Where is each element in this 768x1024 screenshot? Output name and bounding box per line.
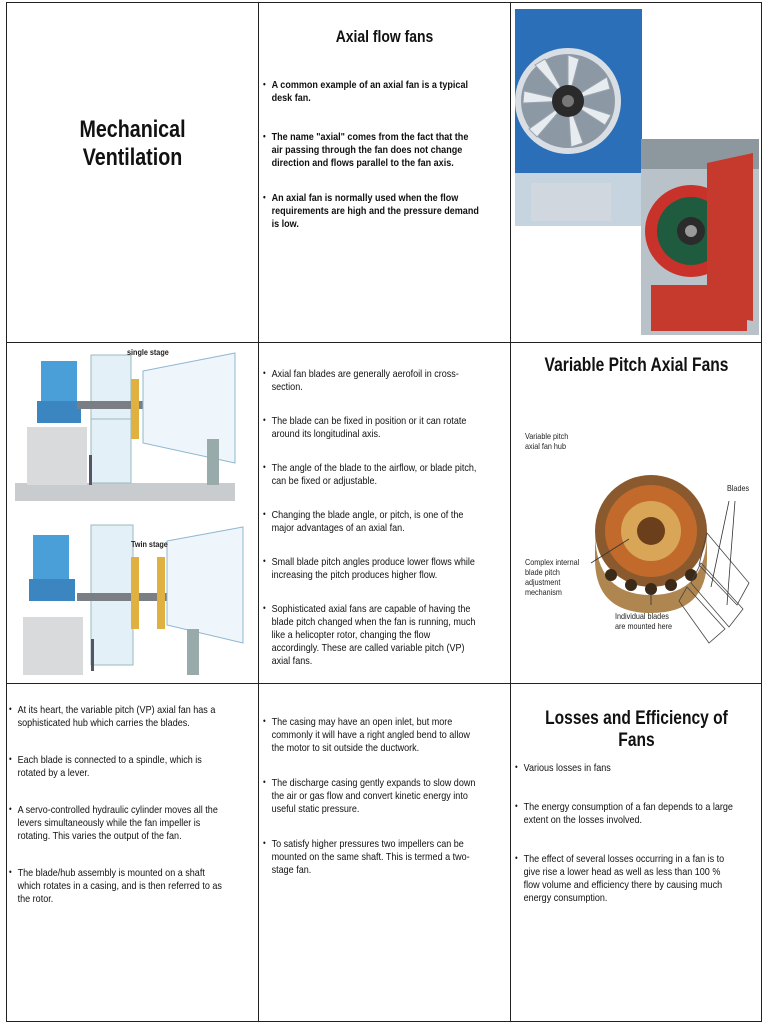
slide-grid xyxy=(6,2,762,1022)
bullet: • Axial fan blades are generally aerofoil in cross-section. xyxy=(263,368,479,394)
bullet: • A common example of an axial fan is a typical desk fan. xyxy=(263,79,479,105)
stage-diagrams xyxy=(7,343,258,683)
vp-hub-text-cell xyxy=(7,684,258,1022)
casing-text-cell xyxy=(259,684,510,1022)
stage-diagrams-cell xyxy=(7,343,258,683)
axial-fan-photo xyxy=(515,9,642,226)
blade-pitch-cell xyxy=(259,343,510,683)
bullet: • To satisfy higher pressures two impellers can be mounted on the same shaft. This is termed a two-stage fan. xyxy=(263,838,481,877)
variable-pitch-cell xyxy=(511,343,762,683)
red-fan-photo xyxy=(641,139,759,335)
hub-bullets xyxy=(9,704,221,906)
vp-mechanism-label: Complex internal blade pitch adjustment mechanism xyxy=(525,557,580,597)
bullet: • The angle of the blade to the airflow, or blade pitch, can be fixed or adjustable. xyxy=(263,462,479,488)
mechanical-ventilation-cell xyxy=(7,3,258,342)
bullet: • Each blade is connected to a spindle, which is rotated by a lever. xyxy=(9,754,229,780)
bullet: • At its heart, the variable pitch (VP) axial fan has a sophisticated hub which carries the blades. xyxy=(9,704,229,730)
bullet: • An axial fan is normally used when the flow requirements are high and the pressure demand is low. xyxy=(263,192,479,231)
bullet: • A servo-controlled hydraulic cylinder moves all the levers simultaneously while the fan impeller is rotating. This varies the output of the fan. xyxy=(9,804,229,843)
bullet: • Various losses in fans xyxy=(515,762,733,775)
bullet: • The blade can be fixed in position or it can rotate around its longitudinal axis. xyxy=(263,415,479,441)
axial-flow-fans-title: Axial flow fans xyxy=(335,27,434,46)
single-stage-diagram xyxy=(15,353,235,501)
losses-bullets xyxy=(515,762,733,905)
losses-cell xyxy=(511,684,762,1022)
casing-bullets xyxy=(263,716,476,877)
twin-stage-label: Twin stage xyxy=(131,539,168,549)
vp-blades-label: Blades xyxy=(727,483,750,493)
bullet: • The energy consumption of a fan depends to a large extent on the losses involved. xyxy=(515,801,733,827)
bullet: • Sophisticated axial fans are capable of having the blade pitch changed when the fan is running, much like a helicopter rotor, changing the flow accordingly. These are called variable pitch (VP) axial fans. xyxy=(263,603,479,668)
bullet: • The blade/hub assembly is mounted on a shaft which rotates in a casing, and is then referred to as the rotor. xyxy=(9,867,229,906)
losses-title: Losses and Efficiency of Fans xyxy=(545,708,728,751)
mechanical-ventilation-title: Mechanical Ventilation xyxy=(79,115,186,171)
vp-hub-label: Variable pitch axial fan hub xyxy=(525,431,569,451)
bullet: • Small blade pitch angles produce lower flows while increasing the pitch produces higher flow. xyxy=(263,556,479,582)
bullet: • The effect of several losses occurring in a fan is to give rise a lower head as well as less than 100 % flow volume and efficiency there by causing much energy consumption. xyxy=(515,853,733,905)
axial-bullets xyxy=(263,79,479,231)
blade-bullets xyxy=(263,368,477,668)
vp-hub-image xyxy=(511,343,762,683)
variable-pitch-title: Variable Pitch Axial Fans xyxy=(544,355,729,376)
bullet: • The discharge casing gently expands to slow down the air or gas flow and convert kinetic energy into useful static pressure. xyxy=(263,777,481,816)
single-stage-label: single stage xyxy=(127,347,169,357)
axial-flow-fans-cell xyxy=(259,3,510,342)
bullet: • Changing the blade angle, or pitch, is one of the major advantages of an axial fan. xyxy=(263,509,479,535)
fan-photos-cell xyxy=(511,3,762,342)
fan-photos xyxy=(511,3,762,342)
vp-individual-label: Individual blades are mounted here xyxy=(615,611,673,631)
bullet: • The casing may have an open inlet, but more commonly it will have a right angled bend to allow the motor to sit outside the ductwork. xyxy=(263,716,481,755)
bullet: • The name "axial" comes from the fact that the air passing through the fan does not change direction and flows parallel to the fan axis. xyxy=(263,131,479,170)
